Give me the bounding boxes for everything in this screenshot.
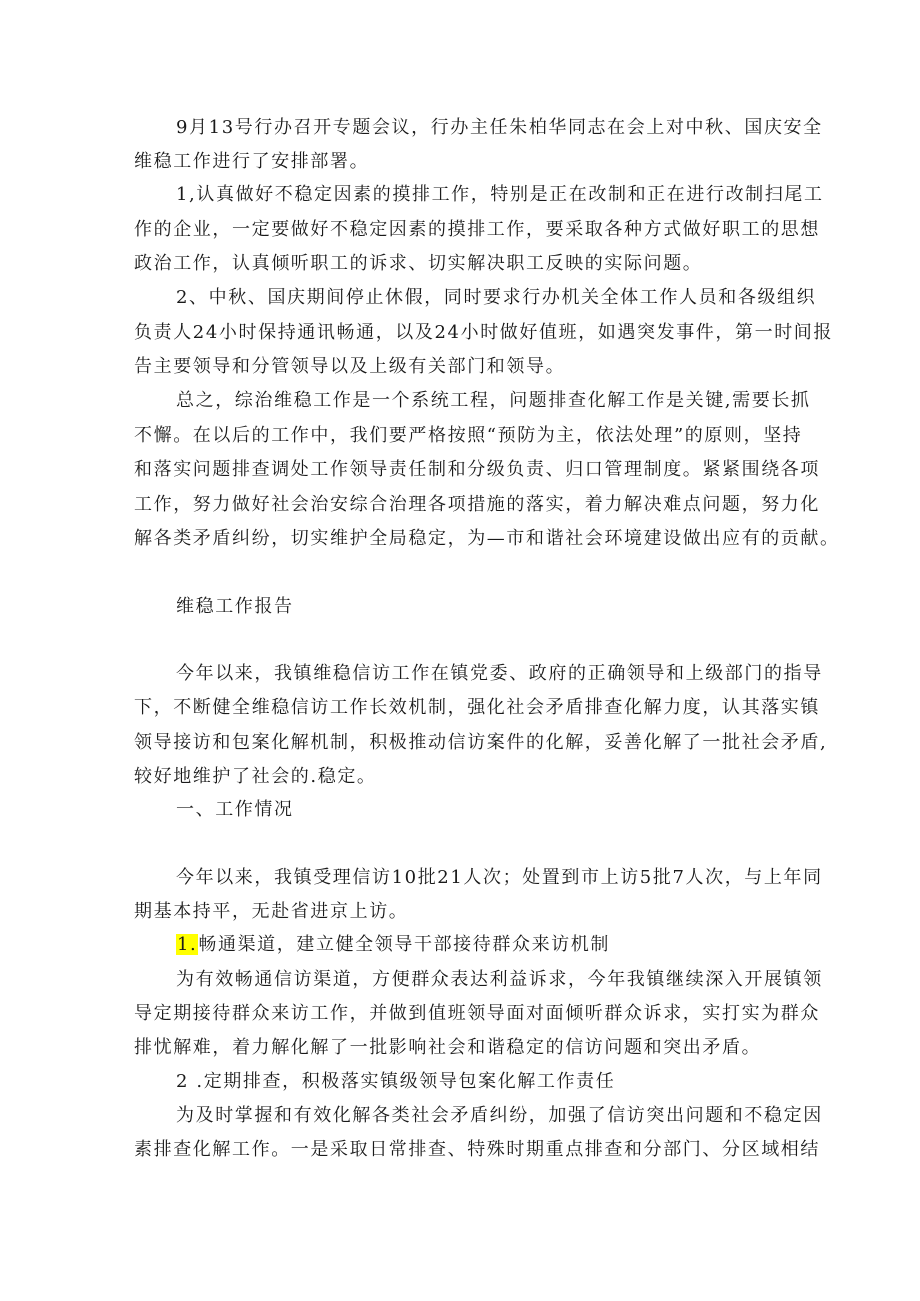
- paragraph-line: 和落实问题排查调处工作领导责任制和分级负责、归口管理制度。紧紧围绕各项: [134, 459, 820, 480]
- highlighted-number: 1.: [177, 934, 198, 955]
- paragraph-line: 1,认真做好不稳定因素的摸排工作，特别是正在改制和正在进行改制扫尾工: [176, 184, 824, 205]
- numbered-subheading: [176, 934, 836, 956]
- section-title: 维稳工作报告: [176, 596, 294, 617]
- paragraph-line: 工作，努力做好社会治安综合治理各项措施的落实，着力解决难点问题，努力化: [134, 494, 820, 515]
- paragraph-line: 2、中秋、国庆期间停止休假，同时要求行办机关全体工作人员和各级组织: [176, 287, 817, 308]
- paragraph-line: 9月13号行办召开专题会议，行办主任朱柏华同志在会上对中秋、国庆安全: [176, 117, 823, 138]
- subheading-text: 畅通渠道，建立健全领导干部接待群众来访机制: [198, 934, 610, 955]
- section-heading: 一、工作情况: [176, 799, 294, 820]
- paragraph-line: 作的企业，一定要做好不稳定因素的摸排工作，要采取各种方式做好职工的思想: [134, 219, 820, 240]
- paragraph-line: 为及时掌握和有效化解各类社会矛盾纠纷，加强了信访突出问题和不稳定因: [176, 1105, 823, 1126]
- paragraph-line: 告主要领导和分管领导以及上级有关部门和领导。: [134, 356, 566, 377]
- paragraph-line: 今年以来，我镇维稳信访工作在镇党委、政府的正确领导和上级部门的指导: [176, 663, 823, 684]
- paragraph-line: 下，不断健全维稳信访工作长效机制，强化社会矛盾排查化解力度，认其落实镇: [134, 697, 820, 718]
- paragraph-line: 总之，综治维稳工作是一个系统工程，问题排查化解工作是关键,需要长抓: [176, 390, 811, 411]
- paragraph-line: 政治工作，认真倾听职工的诉求、切实解决职工反映的实际问题。: [134, 253, 703, 274]
- paragraph-line: 素排查化解工作。一是采取日常排查、特殊时期重点排查和分部门、分区域相结: [134, 1139, 820, 1160]
- paragraph-line: 导定期接待群众来访工作，并做到值班领导面对面倾听群众诉求，实打实为群众: [134, 1003, 820, 1024]
- paragraph-line: 领导接访和包案化解机制，积极推动信访案件的化解，妥善化解了一批社会矛盾,: [134, 732, 828, 753]
- paragraph-line: 排忧解难，着力解化解了一批影响社会和谐稳定的信访问题和突出矛盾。: [134, 1037, 762, 1058]
- paragraph-line: 为有效畅通信访渠道，方便群众表达利益诉求，今年我镇继续深入开展镇领: [176, 969, 823, 990]
- paragraph-line: 负责人24小时保持通讯畅通，以及24小时做好值班，如遇突发事件，第一时间报: [134, 322, 834, 343]
- paragraph-line: 期基本持平，无赴省进京上访。: [134, 901, 409, 922]
- numbered-subheading: 2 .定期排查，积极落实镇级领导包案化解工作责任: [176, 1071, 616, 1092]
- paragraph-line: 不懈。在以后的工作中，我们要严格按照“预防为主，依法处理”的原则，坚持: [134, 425, 803, 446]
- paragraph-line: 解各类矛盾纠纷，切实维护全局稳定，为—市和谐社会环境建设做出应有的贡献。: [134, 528, 840, 549]
- paragraph-line: 今年以来，我镇受理信访10批21人次；处置到市上访5批7人次，与上年同: [176, 867, 823, 888]
- paragraph-line: 较好地维护了社会的.稳定。: [134, 766, 377, 787]
- paragraph-line: 维稳工作进行了安排部署。: [134, 151, 370, 172]
